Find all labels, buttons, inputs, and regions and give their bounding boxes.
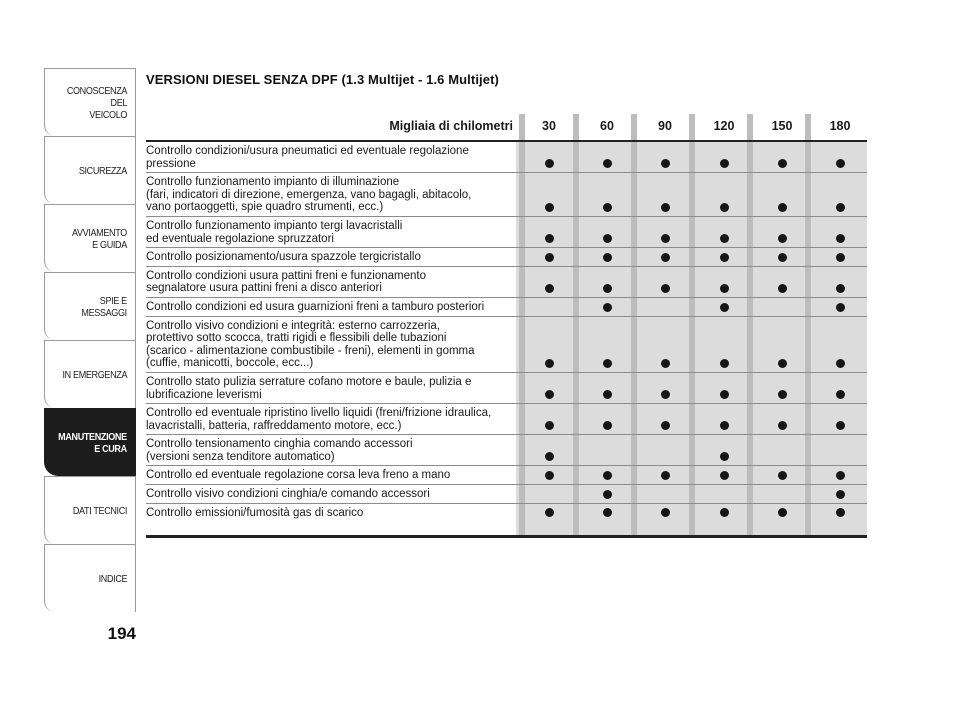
- sidebar-tabs: [44, 68, 136, 612]
- maintenance-dot-150: [778, 421, 787, 430]
- sidebar-tab-label: AVVIAMENTO E GUIDA: [72, 226, 127, 251]
- maintenance-dot-150: [778, 359, 787, 368]
- sidebar-tab-3[interactable]: [44, 272, 136, 340]
- sidebar-tab-label: DATI TECNICI: [72, 504, 127, 517]
- maintenance-dot-150: [778, 390, 787, 399]
- maintenance-dot-150: [778, 159, 787, 168]
- maintenance-dot-180: [836, 203, 845, 212]
- sidebar-tab-label: SICUREZZA: [78, 164, 127, 177]
- maintenance-dot-150: [778, 284, 787, 293]
- maintenance-table: [146, 114, 867, 535]
- table-row: [146, 504, 867, 522]
- maintenance-dot-30: [545, 253, 554, 262]
- table-body: [146, 142, 867, 535]
- interval-header-90: 90: [658, 119, 672, 133]
- maintenance-dot-180: [836, 508, 845, 517]
- maintenance-dot-120: [720, 284, 729, 293]
- header-column-stripe: [519, 114, 525, 140]
- maintenance-dot-150: [778, 508, 787, 517]
- maintenance-dot-90: [661, 508, 670, 517]
- maintenance-dot-150: [778, 203, 787, 212]
- maintenance-dot-180: [836, 471, 845, 480]
- table-bottom-rule: [146, 535, 867, 538]
- maintenance-dot-60: [603, 359, 612, 368]
- maintenance-dot-180: [836, 359, 845, 368]
- row-description: Controllo visivo condizioni cinghia/e comando accessori: [146, 488, 430, 501]
- maintenance-dot-30: [545, 159, 554, 168]
- row-description: Controllo funzionamento impianto di illuminazione (fari, indicatori di direzione, emergenza, vano bagagli, abitacolo, vano portaoggetti, spie quadro strumenti, ecc.): [146, 176, 472, 214]
- maintenance-dot-120: [720, 303, 729, 312]
- maintenance-dot-30: [545, 471, 554, 480]
- table-row: [146, 142, 867, 173]
- maintenance-dot-30: [545, 390, 554, 399]
- maintenance-dot-120: [720, 253, 729, 262]
- header-column-stripe: [747, 114, 753, 140]
- maintenance-dot-90: [661, 421, 670, 430]
- table-row: [146, 373, 867, 404]
- maintenance-dot-90: [661, 390, 670, 399]
- maintenance-dot-180: [836, 303, 845, 312]
- maintenance-dot-120: [720, 471, 729, 480]
- sidebar-tab-1[interactable]: [44, 136, 136, 204]
- maintenance-dot-150: [778, 471, 787, 480]
- maintenance-dot-120: [720, 508, 729, 517]
- row-description: Controllo posizionamento/usura spazzole tergicristallo: [146, 251, 421, 264]
- maintenance-dot-30: [545, 452, 554, 461]
- sidebar-tab-0[interactable]: [44, 68, 136, 136]
- maintenance-dot-30: [545, 284, 554, 293]
- header-column-stripe: [631, 114, 637, 140]
- table-row: [146, 317, 867, 373]
- maintenance-dot-120: [720, 452, 729, 461]
- maintenance-dot-90: [661, 284, 670, 293]
- row-description: Controllo condizioni ed usura guarnizioni freni a tamburo posteriori: [146, 300, 485, 313]
- sidebar-tab-label: MANUTENZIONE E CURA: [58, 430, 127, 455]
- maintenance-dot-120: [720, 159, 729, 168]
- row-description: Controllo condizioni usura pattini freni e funzionamento segnalatore usura pattini freni a disco anteriori: [146, 269, 426, 295]
- sidebar-tab-5[interactable]: [44, 408, 136, 476]
- page-number: 194: [107, 624, 136, 643]
- sidebar-tab-label: INDICE: [98, 572, 127, 585]
- maintenance-dot-60: [603, 159, 612, 168]
- maintenance-dot-120: [720, 421, 729, 430]
- sidebar-tab-4[interactable]: [44, 340, 136, 408]
- maintenance-dot-60: [603, 471, 612, 480]
- sidebar-tab-label: CONOSCENZA DEL VEICOLO: [66, 84, 127, 121]
- row-description: Controllo condizioni/usura pneumatici ed eventuale regolazione pressione: [146, 145, 469, 170]
- maintenance-dot-180: [836, 234, 845, 243]
- maintenance-dot-90: [661, 234, 670, 243]
- sidebar-tab-label: IN EMERGENZA: [62, 368, 127, 381]
- maintenance-dot-120: [720, 203, 729, 212]
- interval-header-150: 150: [771, 119, 793, 133]
- maintenance-dot-60: [603, 234, 612, 243]
- sidebar-tab-label: SPIE E MESSAGGI: [81, 294, 127, 319]
- maintenance-dot-30: [545, 421, 554, 430]
- maintenance-dot-60: [603, 421, 612, 430]
- maintenance-dot-90: [661, 159, 670, 168]
- row-description: Controllo tensionamento cinghia comando accessori (versioni senza tenditore automatico): [146, 438, 413, 463]
- interval-header-30: 30: [542, 119, 556, 133]
- maintenance-dot-30: [545, 203, 554, 212]
- table-header: [146, 114, 867, 142]
- table-row: [146, 404, 867, 435]
- maintenance-dot-30: [545, 234, 554, 243]
- table-row: [146, 173, 867, 217]
- header-label: Migliaia di chilometri: [389, 119, 513, 133]
- sidebar-tab-6[interactable]: [44, 476, 136, 544]
- maintenance-dot-60: [603, 253, 612, 262]
- header-column-stripe: [689, 114, 695, 140]
- maintenance-dot-90: [661, 253, 670, 262]
- maintenance-dot-180: [836, 421, 845, 430]
- interval-header-180: 180: [829, 119, 851, 133]
- maintenance-dot-180: [836, 253, 845, 262]
- maintenance-dot-60: [603, 203, 612, 212]
- maintenance-dot-60: [603, 490, 612, 499]
- maintenance-dot-60: [603, 284, 612, 293]
- maintenance-dot-180: [836, 490, 845, 499]
- maintenance-dot-120: [720, 234, 729, 243]
- maintenance-dot-30: [545, 508, 554, 517]
- row-description: Controllo funzionamento impianto tergi lavacristalli ed eventuale regolazione spruzzatori: [146, 219, 403, 245]
- maintenance-dot-60: [603, 303, 612, 312]
- table-row: [146, 485, 867, 504]
- maintenance-dot-180: [836, 159, 845, 168]
- interval-header-60: 60: [600, 119, 614, 133]
- maintenance-dot-60: [603, 508, 612, 517]
- maintenance-dot-120: [720, 390, 729, 399]
- sidebar-tab-2[interactable]: [44, 204, 136, 272]
- table-row: [146, 267, 867, 298]
- interval-header-120: 120: [713, 119, 735, 133]
- maintenance-dot-120: [720, 359, 729, 368]
- table-row: [146, 298, 867, 317]
- row-description: Controllo ed eventuale ripristino livello liquidi (freni/frizione idraulica, lavacristalli, batteria, raffreddamento motore, ecc.): [146, 407, 492, 432]
- sidebar-tab-7[interactable]: [44, 544, 136, 612]
- maintenance-dot-150: [778, 234, 787, 243]
- maintenance-dot-90: [661, 471, 670, 480]
- row-description: Controllo visivo condizioni e integrità: esterno carrozzeria, protettivo sotto scocca, tratti rigidi e flessibili delle tubazioni (scarico - alimentazione combustibile - freni), elementi in gomma (cuffie, manicotti, boccole, ecc...): [146, 319, 475, 370]
- header-column-stripe: [805, 114, 811, 140]
- maintenance-dot-30: [545, 359, 554, 368]
- row-description: Controllo emissioni/fumosità gas di scarico: [146, 506, 364, 519]
- maintenance-dot-180: [836, 390, 845, 399]
- maintenance-dot-180: [836, 284, 845, 293]
- maintenance-dot-90: [661, 359, 670, 368]
- maintenance-dot-60: [603, 390, 612, 399]
- maintenance-dot-150: [778, 253, 787, 262]
- page-title: VERSIONI DIESEL SENZA DPF (1.3 Multijet - 1.6 Multijet): [146, 72, 499, 87]
- row-description: Controllo ed eventuale regolazione corsa leva freno a mano: [146, 469, 451, 482]
- table-row: [146, 217, 867, 248]
- table-row: [146, 248, 867, 267]
- header-column-stripe: [573, 114, 579, 140]
- table-row: [146, 435, 867, 466]
- maintenance-dot-90: [661, 203, 670, 212]
- row-description: Controllo stato pulizia serrature cofano motore e baule, pulizia e lubrificazione leverismi: [146, 375, 472, 401]
- table-row: [146, 466, 867, 485]
